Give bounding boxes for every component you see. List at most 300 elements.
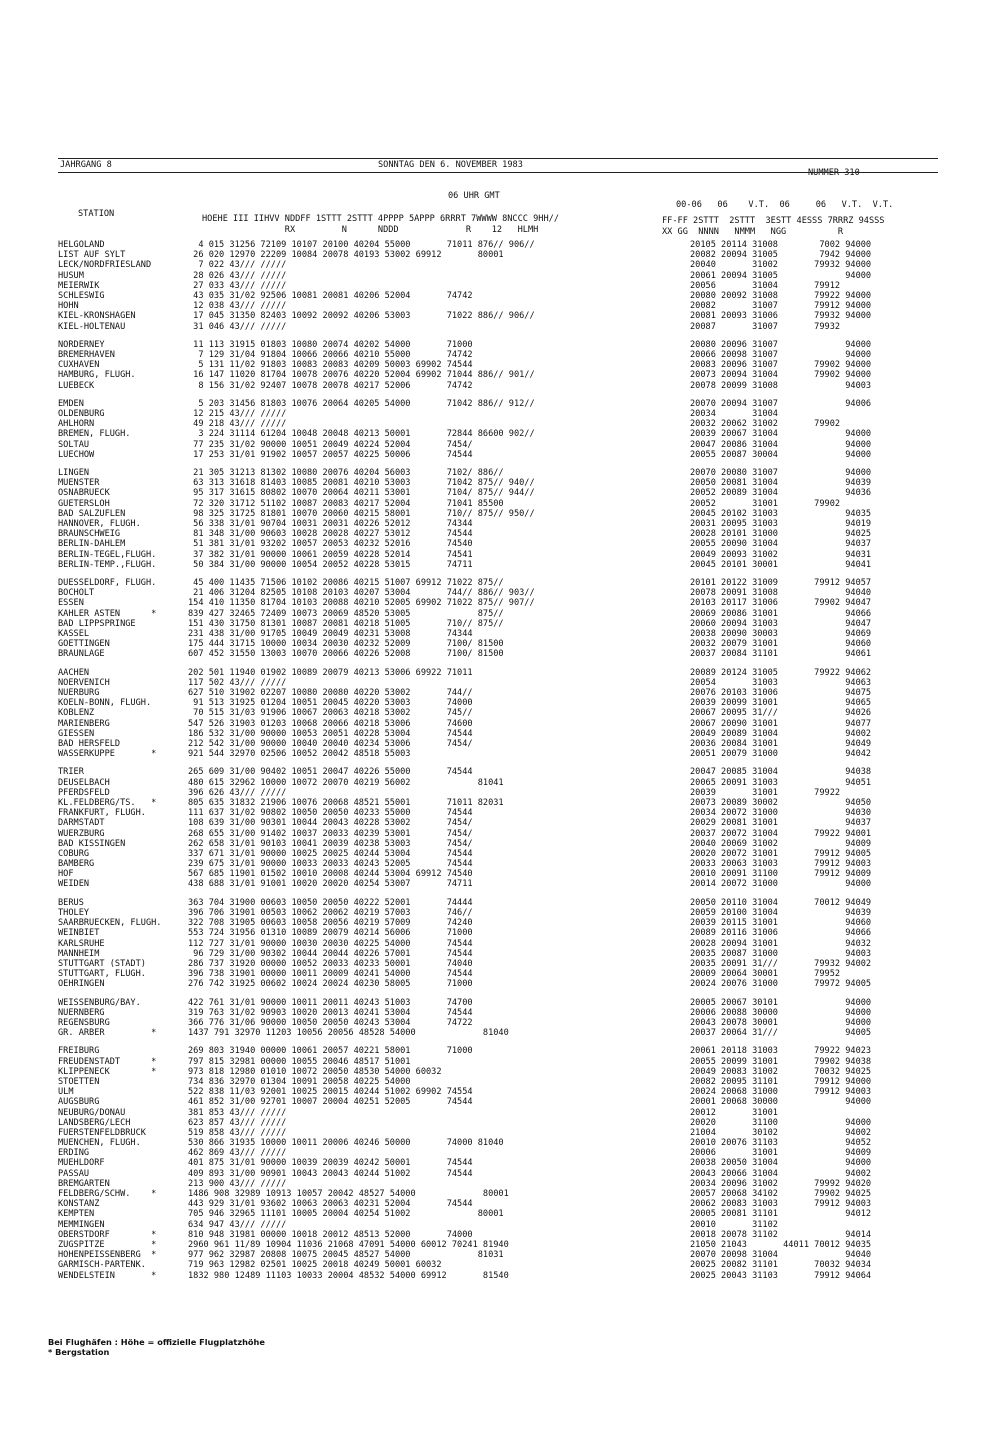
observation-codes: 627 510 31902 02207 10080 20080 40220 53002 744// (188, 687, 473, 698)
station-name: KARLSRUHE (58, 938, 105, 949)
station-name: KASSEL (58, 628, 90, 639)
extra-codes: 20061 20118 31003 79922 94023 (690, 1046, 872, 1057)
extra-codes: 20039 20067 31004 94000 (690, 429, 872, 440)
observation-codes: 462 869 43/// ///// (188, 1148, 287, 1159)
observation-codes: 50 384 31/00 90000 10054 20052 40228 53015 74711 (188, 559, 473, 570)
station-row (58, 260, 938, 270)
station-name: NORDERNEY (58, 339, 105, 350)
observation-codes: 1437 791 32970 11203 10056 20056 48528 54000 81040 (188, 1028, 509, 1039)
station-row (58, 499, 938, 509)
observation-codes: 112 727 31/01 90000 10030 20030 40225 54000 74544 (188, 938, 473, 949)
station-row (58, 360, 938, 370)
observation-codes: 2960 961 11/89 10904 11036 21068 47091 54000 60012 70241 81940 (188, 1239, 509, 1250)
station-row (58, 898, 938, 908)
extra-codes: 20034 20072 31000 94030 (690, 808, 872, 819)
station-row (58, 739, 938, 749)
station-name: LUEBECK (58, 380, 95, 391)
station-name: HANNOVER, FLUGH. (58, 518, 141, 529)
station-row (58, 668, 938, 678)
extra-codes: 20082 20094 31005 7942 94000 (690, 250, 872, 261)
station-row (58, 1230, 938, 1240)
extra-codes: 20073 20094 31004 79902 94000 (690, 370, 872, 381)
station-row (58, 719, 938, 729)
station-row (58, 1138, 938, 1148)
station-row (58, 468, 938, 478)
extra-codes: 20036 20084 31001 94049 (690, 738, 872, 749)
station-row (58, 749, 938, 759)
observation-codes: 26 020 12970 22209 10084 20078 40193 53002 69912 80001 (188, 250, 504, 261)
extra-codes: 20060 20094 31003 94047 (690, 618, 872, 629)
station-row (58, 578, 938, 588)
station-name: LIST AUF SYLT (58, 250, 126, 261)
extra-codes: 20052 31001 79902 (690, 498, 841, 509)
station-name: GOETTINGEN (58, 639, 110, 650)
station-group (58, 767, 938, 889)
extra-codes: 20047 20085 31004 94038 (690, 767, 872, 778)
extra-codes: 20040 20069 31002 94009 (690, 838, 872, 849)
station-row (58, 598, 938, 608)
station-row (58, 1250, 938, 1260)
extra-codes: 20043 20078 30001 94000 (690, 1017, 872, 1028)
station-row (58, 381, 938, 391)
extra-codes: 20067 20090 31001 94077 (690, 718, 872, 729)
observation-codes: 49 218 43/// ///// (188, 419, 287, 430)
observation-codes: 77 235 31/02 90000 10051 20049 40224 52004 7454/ (188, 439, 473, 450)
station-name: STUTTGART (STADT) (58, 958, 146, 969)
observation-codes: 108 639 31/00 90301 10044 20043 40228 53002 7454/ (188, 818, 473, 829)
station-row (58, 998, 938, 1008)
station-name: NUERBURG (58, 687, 100, 698)
time-label: 06 UHR GMT (448, 191, 500, 201)
station-row (58, 1118, 938, 1128)
station-row (58, 869, 938, 879)
observation-codes: 719 963 12982 02501 10025 20018 40249 50001 60032 (188, 1260, 442, 1271)
station-name: GR. ARBER * (58, 1028, 157, 1039)
station-row (58, 918, 938, 928)
station-row (58, 1169, 938, 1179)
observation-codes: 337 671 31/01 90000 10025 20025 40244 53004 74544 (188, 848, 473, 859)
station-group (58, 1046, 938, 1280)
station-row (58, 588, 938, 598)
observation-codes: 401 875 31/01 90000 10039 20039 40242 50001 74544 (188, 1158, 473, 1169)
observation-codes: 607 452 31550 13003 10070 20066 40226 52008 7100/ 81500 (188, 649, 504, 660)
station-name: HOHENPEISSENBERG * (58, 1250, 157, 1261)
extra-codes: 20103 20117 31006 79902 94047 (690, 598, 872, 609)
extra-codes: 20038 20090 30003 94069 (690, 628, 872, 639)
observation-codes: 409 893 31/00 90901 10043 20043 40244 51002 74544 (188, 1168, 473, 1179)
station-row (58, 678, 938, 688)
station-name: MARIENBERG (58, 718, 110, 729)
station-name: BRAUNSCHWEIG (58, 529, 121, 540)
extra-codes: 20080 20092 31008 79922 94000 (690, 290, 872, 301)
station-name: KOELN-BONN, FLUGH. (58, 698, 152, 709)
extra-codes: 20018 20078 31102 94014 (690, 1229, 872, 1240)
station-group (58, 898, 938, 990)
observation-codes: 37 382 31/01 90000 10061 20059 40228 52014 74541 (188, 549, 473, 560)
station-group (58, 578, 938, 660)
observation-codes: 213 900 43/// ///// (188, 1178, 287, 1189)
extra-codes: 20010 31102 (690, 1219, 778, 1230)
station-name: NUERNBERG (58, 1007, 105, 1018)
station-name: PASSAU (58, 1168, 90, 1179)
extra-codes: 20080 20096 31007 94000 (690, 339, 872, 350)
observation-codes: 396 626 43/// ///// (188, 787, 287, 798)
station-name: BAD LIPPSPRINGE (58, 618, 136, 629)
station-name: TRIER (58, 767, 84, 778)
observation-codes: 1832 980 12489 11103 10033 20004 48532 54000 69912 81540 (188, 1270, 509, 1281)
right-header-line-2: FF-FF 2STTT 2STTT 3ESTT 4ESSS 7RRRZ 94SSS (662, 216, 885, 226)
observation-codes: 12 215 43/// ///// (188, 408, 287, 419)
station-row (58, 839, 938, 849)
station-row (58, 1057, 938, 1067)
station-name: MEIERWIK (58, 280, 100, 291)
station-name: OEHRINGEN (58, 979, 105, 990)
station-name: AHLHORN (58, 419, 95, 430)
extra-codes: 20039 20099 31001 94065 (690, 698, 872, 709)
station-name: ERDING (58, 1148, 90, 1159)
station-row (58, 778, 938, 788)
station-row (58, 1179, 938, 1189)
station-row (58, 1028, 938, 1038)
station-row (58, 818, 938, 828)
extra-codes: 20034 20096 31002 79992 94020 (690, 1178, 872, 1189)
station-name: OLDENBURG (58, 408, 105, 419)
extra-codes: 20034 31004 (690, 408, 778, 419)
station-row (58, 322, 938, 332)
station-name: GUETERSLOH (58, 498, 110, 509)
station-row (58, 250, 938, 260)
observation-codes: 810 948 31981 00000 10018 20012 48513 52000 74000 (188, 1229, 473, 1240)
station-name: NOERVENICH (58, 677, 110, 688)
extra-codes: 21050 21043 44011 70012 94035 (690, 1239, 872, 1250)
extra-codes: 20035 20091 31/// 79932 94002 (690, 958, 872, 969)
station-row (58, 429, 938, 439)
observation-codes: 567 685 11901 01502 10010 20008 40244 53004 69912 74540 (188, 869, 473, 880)
observation-codes: 553 724 31956 01310 10089 20079 40214 56006 71000 (188, 928, 473, 939)
observation-codes: 81 348 31/00 90603 10028 20028 40227 53012 74544 (188, 529, 473, 540)
station-row (58, 908, 938, 918)
station-name: LECK/NORDFRIESLAND (58, 260, 152, 271)
station-row (58, 619, 938, 629)
station-row (58, 240, 938, 250)
footer-notes (48, 1337, 265, 1357)
station-row (58, 969, 938, 979)
station-name: SOLTAU (58, 439, 90, 450)
station-name: KIEL-HOLTENAU (58, 321, 126, 332)
observation-codes: 27 033 43/// ///// (188, 280, 287, 291)
station-name: STOETTEN (58, 1076, 100, 1087)
observation-codes: 268 655 31/00 91402 10037 20033 40239 53001 7454/ (188, 828, 473, 839)
observation-codes: 95 317 31615 80802 10070 20064 40211 53001 7104/ 875// 944// (188, 488, 535, 499)
station-row (58, 1087, 938, 1097)
station-row (58, 529, 938, 539)
extra-codes: 20005 20081 31101 94012 (690, 1209, 872, 1220)
observation-codes: 276 742 31925 00602 10024 20024 40230 58005 71000 (188, 979, 473, 990)
observation-codes: 45 400 11435 71506 10102 20086 40215 51007 69912 71022 875// (188, 578, 504, 588)
observation-codes: 366 776 31/06 90000 10050 20050 40243 53004 74722 (188, 1017, 473, 1028)
station-name: BRAUNLAGE (58, 649, 105, 660)
station-group (58, 998, 938, 1039)
extra-codes: 20039 31001 79922 (690, 787, 841, 798)
station-name: FELDBERG/SCHW. * (58, 1189, 157, 1200)
observation-codes: 98 325 31725 81801 10070 20060 40215 58001 710// 875// 950// (188, 508, 535, 519)
observation-codes: 461 852 31/00 92701 10007 20004 40251 52005 74544 (188, 1097, 473, 1108)
station-row (58, 649, 938, 659)
jahrgang-label: JAHRGANG 8 (60, 160, 112, 170)
station-name: FREIBURG (58, 1046, 100, 1057)
extra-codes: 20010 20091 31100 79912 94009 (690, 869, 872, 880)
station-name: BERLIN-TEMP.,FLUGH. (58, 559, 157, 570)
extra-codes: 20020 20072 31001 79912 94005 (690, 848, 872, 859)
station-row (58, 949, 938, 959)
station-row (58, 1148, 938, 1158)
extra-codes: 20066 20098 31007 94000 (690, 349, 872, 360)
station-row (58, 698, 938, 708)
station-row (58, 519, 938, 529)
station-name: HAMBURG, FLUGH. (58, 370, 136, 381)
station-name: FREUDENSTADT * (58, 1056, 157, 1067)
station-row (58, 1220, 938, 1230)
station-name: SAARBRUECKEN, FLUGH. (58, 918, 162, 929)
station-name: BREMERHAVEN (58, 349, 115, 360)
extra-codes: 20006 31001 94009 (690, 1148, 872, 1159)
extra-codes: 20050 20081 31004 94039 (690, 478, 872, 489)
station-name: HELGOLAND (58, 240, 105, 250)
extra-codes: 20024 20068 31000 79912 94003 (690, 1087, 872, 1098)
extra-codes: 20045 20102 31003 94035 (690, 508, 872, 519)
station-name: BAD KISSINGEN (58, 838, 126, 849)
extra-codes: 21004 30102 94002 (690, 1127, 872, 1138)
station-name: KIEL-KRONSHAGEN (58, 311, 136, 322)
station-row (58, 859, 938, 869)
station-row (58, 550, 938, 560)
observation-codes: 262 658 31/01 90103 10041 20039 40238 53003 7454/ (188, 838, 473, 849)
station-row (58, 788, 938, 798)
station-row (58, 729, 938, 739)
station-row (58, 1108, 938, 1118)
observation-codes: 231 438 31/00 91705 10049 20049 40231 53008 74344 (188, 628, 473, 639)
extra-codes: 20001 20068 30000 94000 (690, 1097, 872, 1108)
observation-codes: 70 515 31/03 91906 10067 20063 40218 53002 745// (188, 708, 473, 719)
observation-codes: 797 815 32981 00000 10055 20046 48517 51001 (188, 1056, 411, 1067)
extra-codes: 20039 20115 31001 94060 (690, 918, 872, 929)
station-row (58, 440, 938, 450)
station-name: BAD HERSFELD (58, 738, 121, 749)
station-group (58, 240, 938, 332)
observation-codes: 623 857 43/// ///// (188, 1117, 287, 1128)
station-row (58, 928, 938, 938)
issue-number: NUMMER 310 (808, 168, 860, 178)
extra-codes: 20082 20095 31101 79912 94000 (690, 1076, 872, 1087)
station-name: DEUSELBACH (58, 777, 110, 788)
observation-codes: 286 737 31920 00000 10052 20033 40233 50001 74040 (188, 958, 473, 969)
observation-codes: 8 156 31/02 92407 10078 20078 40217 52006 74742 (188, 380, 473, 391)
station-name: MANNHEIM (58, 948, 100, 959)
observation-codes: 28 026 43/// ///// (188, 270, 287, 281)
observation-codes: 154 410 11350 81704 10103 20088 40210 52005 69902 71022 875// 907// (188, 598, 535, 609)
extra-codes: 20059 20100 31004 94039 (690, 907, 872, 918)
extra-codes: 20020 31100 94000 (690, 1117, 872, 1128)
extra-codes: 20070 20094 31007 94006 (690, 398, 872, 409)
observation-codes: 72 320 31712 51102 10087 20083 40217 52004 71041 85500 (188, 498, 504, 509)
station-row (58, 509, 938, 519)
extra-codes: 20028 20101 31000 94025 (690, 529, 872, 540)
observation-codes: 480 615 32962 10000 10072 20070 40219 56002 81041 (188, 777, 504, 788)
extra-codes: 20049 20093 31002 94031 (690, 549, 872, 560)
observation-codes: 51 381 31/01 93202 10057 20053 40232 52016 74540 (188, 539, 473, 550)
station-name: WEINBIET (58, 928, 100, 939)
observation-codes: 151 430 31750 81301 10087 20081 40218 51005 710// 875// (188, 618, 504, 629)
station-name: FUERSTENFELDBRUCK (58, 1127, 146, 1138)
observation-codes: 522 838 11/03 92001 10025 20015 40244 51002 69902 74554 (188, 1087, 473, 1098)
observation-codes: 21 305 31213 81302 10080 20076 40204 56003 7102/ 886// (188, 468, 504, 478)
station-row (58, 370, 938, 380)
observation-codes: 117 502 43/// ///// (188, 677, 287, 688)
observation-codes: 12 038 43/// ///// (188, 301, 287, 312)
station-row (58, 1199, 938, 1209)
observation-codes: 1486 908 32989 10913 10057 20042 48527 54000 80001 (188, 1189, 509, 1200)
station-name: DARMSTADT (58, 818, 105, 829)
station-name: ULM (58, 1087, 74, 1098)
extra-codes: 20078 20091 31008 94040 (690, 588, 872, 599)
observation-codes: 438 688 31/01 91001 10020 20020 40254 53007 74711 (188, 879, 473, 890)
station-name: KOBLENZ (58, 708, 95, 719)
observation-codes: 319 763 31/02 90903 10020 20013 40241 53004 74544 (188, 1007, 473, 1018)
extra-codes: 20069 20086 31001 94066 (690, 608, 872, 619)
station-row (58, 798, 938, 808)
station-row (58, 879, 938, 889)
observation-codes: 21 406 31204 82505 10108 20103 40207 53004 744// 886// 903// (188, 588, 535, 599)
observation-codes: 805 635 31832 21906 10076 20068 48521 55001 71011 82031 (188, 797, 504, 808)
extra-codes: 20029 20081 31001 94037 (690, 818, 872, 829)
header-rule (58, 172, 938, 173)
report-date: SONNTAG DEN 6. NOVEMBER 1983 (378, 160, 523, 170)
observation-codes: 269 803 31940 00000 10061 20057 40221 58001 71000 (188, 1046, 473, 1057)
station-row (58, 478, 938, 488)
station-name: KL.FELDBERG/TS. * (58, 797, 157, 808)
station-row (58, 1008, 938, 1018)
extra-codes: 20062 20083 31003 79912 94003 (690, 1199, 872, 1210)
extra-codes: 20065 20091 31003 94051 (690, 777, 872, 788)
extra-codes: 20052 20089 31004 94036 (690, 488, 872, 499)
extra-codes: 20067 20095 31/// 94026 (690, 708, 872, 719)
observation-codes: 265 609 31/00 90402 10051 20047 40226 55000 74544 (188, 767, 473, 778)
station-row (58, 1046, 938, 1056)
observation-codes: 530 866 31935 10000 10011 20006 40246 50000 74000 81040 (188, 1138, 504, 1149)
extra-codes: 20078 20099 31008 94003 (690, 380, 872, 391)
extra-codes: 20037 20072 31004 79922 94001 (690, 828, 872, 839)
extra-codes: 20032 20079 31001 94060 (690, 639, 872, 650)
station-name: EMDEN (58, 398, 84, 409)
station-name: LANDSBERG/LECH (58, 1117, 131, 1128)
station-name: MUENCHEN, FLUGH. (58, 1138, 141, 1149)
station-row (58, 767, 938, 777)
station-row (58, 808, 938, 818)
station-name: CUXHAVEN (58, 360, 100, 371)
observation-codes: 634 947 43/// ///// (188, 1219, 287, 1230)
station-row (58, 629, 938, 639)
observation-codes: 396 706 31901 00503 10062 20062 40219 57003 746// (188, 907, 473, 918)
station-row (58, 1097, 938, 1107)
extra-codes: 20089 20116 31006 94066 (690, 928, 872, 939)
extra-codes: 20081 20093 31006 79932 94000 (690, 311, 872, 322)
right-header-line-1: 00-06 06 V.T. 06 06 V.T. V.T. (676, 200, 894, 210)
station-row (58, 1260, 938, 1270)
extra-codes: 20033 20063 31003 79912 94003 (690, 859, 872, 870)
observation-codes: 705 946 32965 11101 10005 20004 40254 51002 80001 (188, 1209, 504, 1220)
station-name: ESSEN (58, 598, 84, 609)
extra-codes: 20047 20086 31004 94000 (690, 439, 872, 450)
station-name: GARMISCH-PARTENK. (58, 1260, 146, 1271)
station-name: PFERDSFELD (58, 787, 110, 798)
extra-codes: 20045 20101 30001 94041 (690, 559, 872, 570)
station-name: WENDELSTEIN * (58, 1270, 157, 1281)
observation-codes: 17 045 31350 82403 10092 20092 40206 53003 71022 886// 906// (188, 311, 535, 322)
weather-report-sheet (58, 158, 938, 1333)
station-row (58, 1271, 938, 1281)
extra-codes: 20061 20094 31005 94000 (690, 270, 872, 281)
station-row (58, 301, 938, 311)
station-row (58, 1067, 938, 1077)
station-row (58, 340, 938, 350)
station-row (58, 350, 938, 360)
extra-codes: 20035 20087 31000 94003 (690, 948, 872, 959)
station-row (58, 609, 938, 619)
station-name: THOLEY (58, 907, 90, 918)
extra-codes: 20073 20089 30002 94050 (690, 797, 872, 808)
footer-airport-note: Bei Flughäfen : Höhe = offizielle Flugplatzhöhe (48, 1337, 265, 1347)
extra-codes: 20051 20079 31000 94042 (690, 749, 872, 760)
station-row (58, 271, 938, 281)
station-row (58, 939, 938, 949)
extra-codes: 20043 20066 31004 94002 (690, 1168, 872, 1179)
station-row (58, 979, 938, 989)
extra-codes: 20055 20090 31004 94037 (690, 539, 872, 550)
observation-codes: 443 929 31/01 93602 10063 20063 40231 52004 74544 (188, 1199, 473, 1210)
extra-codes: 20101 20122 31009 79912 94057 (690, 578, 872, 588)
station-name: COBURG (58, 848, 90, 859)
station-row (58, 708, 938, 718)
extra-codes: 20070 20080 31007 94000 (690, 468, 872, 478)
station-name: KLIPPENECK * (58, 1066, 157, 1077)
observation-codes: 7 022 43/// ///// (188, 260, 287, 271)
observation-codes: 96 729 31/00 90302 10044 20044 40226 57001 74544 (188, 948, 473, 959)
station-row (58, 488, 938, 498)
station-name: OSNABRUECK (58, 488, 110, 499)
station-row (58, 1158, 938, 1168)
station-row (58, 1240, 938, 1250)
station-name: MUEHLDORF (58, 1158, 105, 1169)
extra-codes: 20105 20114 31008 7002 94000 (690, 240, 872, 250)
station-name: REGENSBURG (58, 1017, 110, 1028)
station-name: BERLIN-DAHLEM (58, 539, 126, 550)
extra-codes: 20025 20082 31101 70032 94034 (690, 1260, 872, 1271)
extra-codes: 20050 20110 31004 70012 94049 (690, 897, 872, 908)
observation-codes: 363 704 31900 00603 10050 20050 40222 52001 74444 (188, 897, 473, 908)
observation-codes: 322 708 31905 00603 10058 20056 40219 57009 74240 (188, 918, 473, 929)
station-row (58, 291, 938, 301)
observation-codes: 3 224 31114 61204 10048 20048 40213 50001 72844 86600 902// (188, 429, 535, 440)
station-row (58, 688, 938, 698)
observation-codes: 839 427 32465 72409 10073 20069 48520 53005 875// (188, 608, 504, 619)
station-group (58, 468, 938, 570)
observation-codes: 56 338 31/01 90704 10031 20031 40226 52012 74344 (188, 518, 473, 529)
observation-codes: 91 513 31925 01204 10051 20045 40220 53003 74000 (188, 698, 473, 709)
station-row (58, 399, 938, 409)
extra-codes: 20025 20043 31103 79912 94064 (690, 1270, 872, 1281)
extra-codes: 20009 20064 30001 79952 (690, 969, 841, 980)
observation-codes: 16 147 11020 81704 10078 20076 40220 52004 69902 71044 886// 901// (188, 370, 535, 381)
